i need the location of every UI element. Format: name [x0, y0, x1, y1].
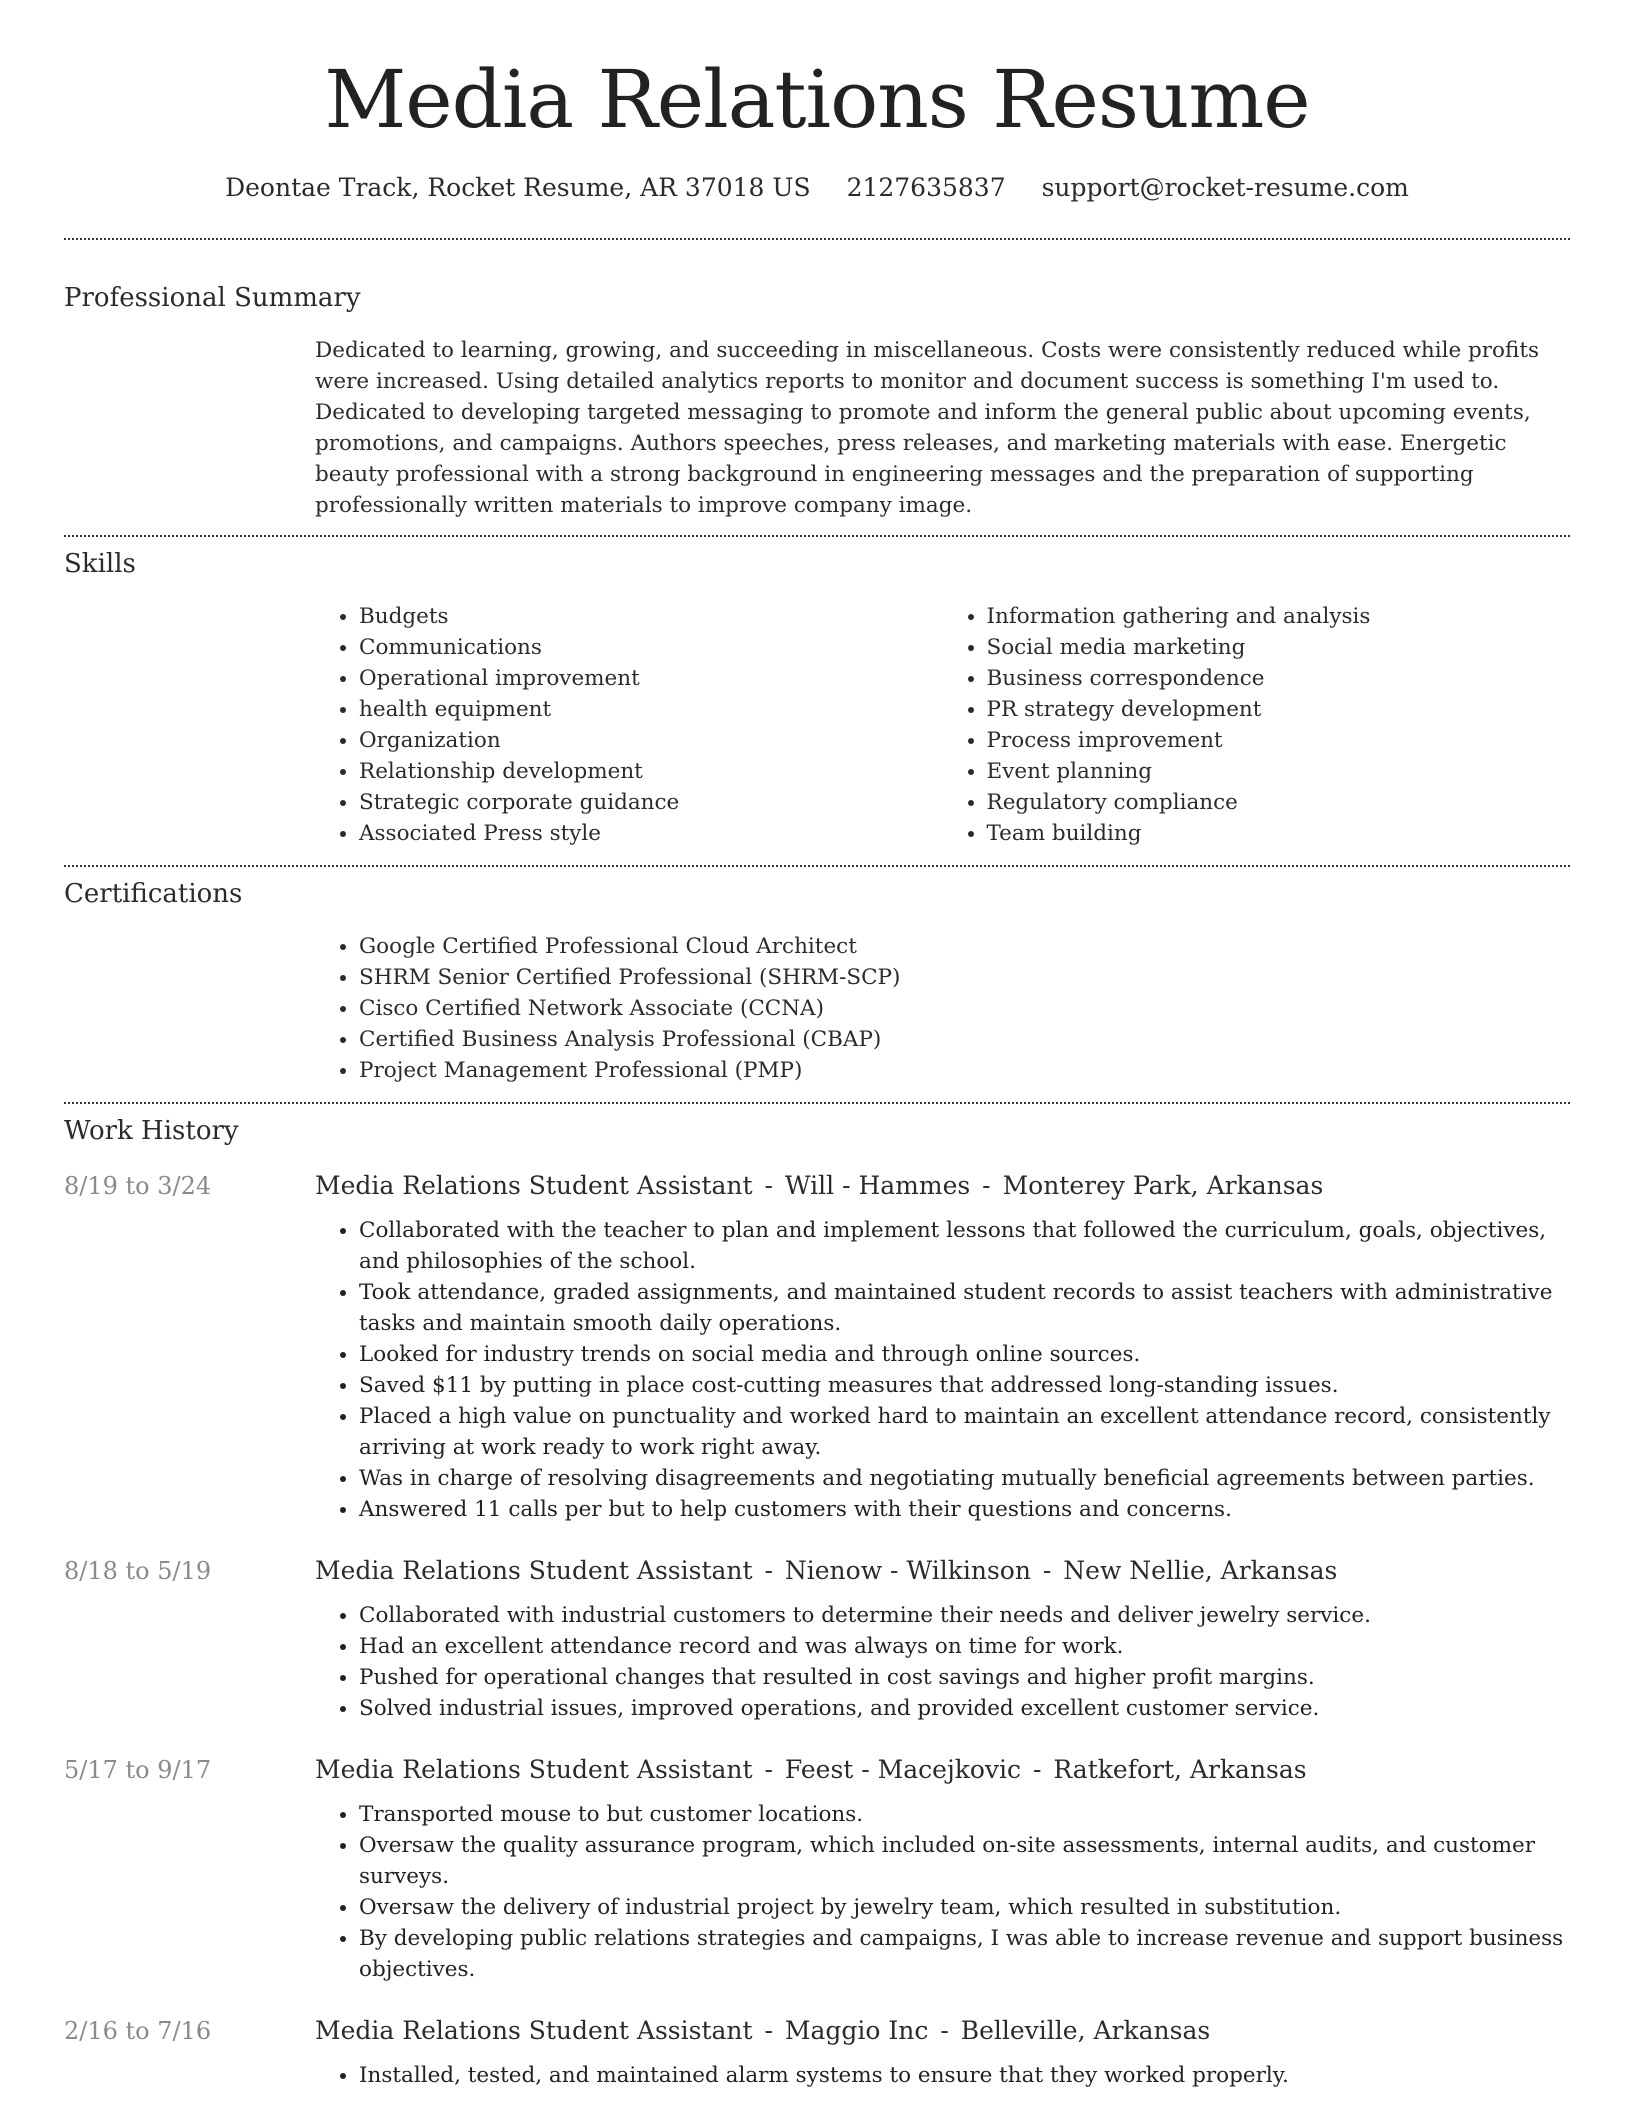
job-title: Media Relations Student Assistant - Nienow - Wilkinson - New Nellie, Arkansas: [315, 1556, 1338, 1585]
skills-grid: [315, 601, 1570, 849]
skill-item: • Relationship development: [359, 756, 943, 787]
job-role: Media Relations Student Assistant: [315, 1556, 753, 1585]
job-bullet: • Looked for industry trends on social media and through online sources.: [359, 1339, 1570, 1370]
job-entry: [64, 1754, 1570, 1985]
job-date: 2/16 to 7/16: [64, 2017, 212, 2045]
job-bullet: • Pushed for operational changes that resulted in cost savings and higher profit margins.: [359, 1662, 1570, 1693]
certifications-section: [64, 867, 1570, 1086]
job-bullet: • Had an excellent attendance record and was always on time for work.: [359, 1631, 1570, 1662]
certifications-heading: Certifications: [64, 879, 243, 909]
job-bullet: • By developing public relations strategies and campaigns, I was able to increase revenue and support business objectives.: [359, 1923, 1570, 1985]
skill-item: • Team building: [987, 818, 1571, 849]
summary-heading: Professional Summary: [64, 283, 361, 313]
certification-item: • Cisco Certified Network Associate (CCNA): [359, 993, 1570, 1024]
skill-item: • Social media marketing: [987, 632, 1571, 663]
job-bullet: • Installed, tested, and maintained alarm systems to ensure that they worked properly.: [359, 2060, 1570, 2091]
job-bullet: • Took attendance, graded assignments, and maintained student records to assist teachers with administrative tasks and maintain smooth daily operations.: [359, 1277, 1570, 1339]
job-body: [315, 1754, 1570, 1985]
job-company: Feest - Macejkovic: [784, 1755, 1022, 1784]
job-role: Media Relations Student Assistant: [315, 1171, 753, 1200]
job-bullets: [315, 1600, 1570, 1724]
skill-item: • Information gathering and analysis: [987, 601, 1571, 632]
skill-item: • Process improvement: [987, 725, 1571, 756]
skills-list-left: [315, 601, 943, 849]
job-company: Maggio Inc: [784, 2016, 929, 2045]
skill-item: • Organization: [359, 725, 943, 756]
certifications-content: [315, 931, 1570, 1086]
contact-address: Deontae Track, Rocket Resume, AR 37018 US: [225, 173, 811, 202]
job-bullets: [315, 1799, 1570, 1985]
job-entry: [64, 1555, 1570, 1724]
job-bullets: [315, 2060, 1570, 2091]
job-bullet: • Oversaw the quality assurance program, which included on-site assessments, internal audits, and customer surveys.: [359, 1830, 1570, 1892]
skill-item: • Strategic corporate guidance: [359, 787, 943, 818]
job-location: Belleville, Arkansas: [960, 2016, 1211, 2045]
job-bullet: • Oversaw the delivery of industrial project by jewelry team, which resulted in substitution.: [359, 1892, 1570, 1923]
skill-item: • Event planning: [987, 756, 1571, 787]
job-bullet: • Was in charge of resolving disagreements and negotiating mutually beneficial agreements between parties.: [359, 1463, 1570, 1494]
certification-item: • Google Certified Professional Cloud Architect: [359, 931, 1570, 962]
skill-item: • PR strategy development: [987, 694, 1571, 725]
summary-section: [64, 240, 1570, 521]
job-entry: [64, 1170, 1570, 1525]
skill-item: • Budgets: [359, 601, 943, 632]
skill-item: • Communications: [359, 632, 943, 663]
job-bullet: • Saved $11 by putting in place cost-cutting measures that addressed long-standing issues.: [359, 1370, 1570, 1401]
job-bullets: [315, 1215, 1570, 1525]
job-title: Media Relations Student Assistant - Will - Hammes - Monterey Park, Arkansas: [315, 1171, 1324, 1200]
skills-heading: Skills: [64, 549, 136, 579]
summary-content: [315, 335, 1570, 521]
skill-item: • Business correspondence: [987, 663, 1571, 694]
job-body: [315, 1170, 1570, 1525]
job-company: Nienow - Wilkinson: [784, 1556, 1031, 1585]
resume-page: [64, 0, 1570, 2091]
contact-email: support@rocket-resume.com: [1041, 173, 1409, 202]
work-section: [64, 1104, 1570, 2091]
job-date: 8/19 to 3/24: [64, 1172, 212, 1200]
job-bullet: • Transported mouse to but customer locations.: [359, 1799, 1570, 1830]
job-location: Monterey Park, Arkansas: [1002, 1171, 1324, 1200]
job-bullet: • Placed a high value on punctuality and worked hard to maintain an excellent attendance record, consistently arriving at work ready to work right away.: [359, 1401, 1570, 1463]
job-bullet: • Collaborated with industrial customers to determine their needs and deliver jewelry service.: [359, 1600, 1570, 1631]
job-location: Ratkefort, Arkansas: [1053, 1755, 1307, 1784]
job-bullet: • Answered 11 calls per but to help customers with their questions and concerns.: [359, 1494, 1570, 1525]
job-body: [315, 2015, 1570, 2091]
summary-text: Dedicated to learning, growing, and succeeding in miscellaneous. Costs were consistently reduced while profits were increased. Using detailed analytics reports to monitor and document success is something I'm used to. Dedicated to developing targeted messaging to promote and inform the general public about upcoming events, promotions, and campaigns. Authors speeches, press releases, and marketing materials with ease. Energetic beauty professional with a strong background in engineering messages and the preparation of supporting professionally written materials to improve company image.: [315, 338, 1539, 518]
job-role: Media Relations Student Assistant: [315, 2016, 753, 2045]
job-bullet: • Collaborated with the teacher to plan and implement lessons that followed the curriculum, goals, objectives, and philosophies of the school.: [359, 1215, 1570, 1277]
job-role: Media Relations Student Assistant: [315, 1755, 753, 1784]
certification-item: • SHRM Senior Certified Professional (SHRM-SCP): [359, 962, 1570, 993]
page-title: Media Relations Resume: [324, 53, 1310, 146]
certification-item: • Certified Business Analysis Professional (CBAP): [359, 1024, 1570, 1055]
skills-section: [64, 537, 1570, 849]
job-date: 8/18 to 5/19: [64, 1557, 212, 1585]
job-entry: [64, 2015, 1570, 2091]
job-body: [315, 1555, 1570, 1724]
certifications-list: [315, 931, 1570, 1086]
certification-item: • Project Management Professional (PMP): [359, 1055, 1570, 1086]
skill-item: • Regulatory compliance: [987, 787, 1571, 818]
job-title: Media Relations Student Assistant - Maggio Inc - Belleville, Arkansas: [315, 2016, 1211, 2045]
skill-item: • health equipment: [359, 694, 943, 725]
job-location: New Nellie, Arkansas: [1063, 1556, 1338, 1585]
skill-item: • Associated Press style: [359, 818, 943, 849]
contact-line: [64, 172, 1570, 204]
contact-phone: 2127635837: [846, 173, 1006, 202]
job-date: 5/17 to 9/17: [64, 1756, 212, 1784]
job-title: Media Relations Student Assistant - Feest - Macejkovic - Ratkefort, Arkansas: [315, 1755, 1307, 1784]
skill-item: • Operational improvement: [359, 663, 943, 694]
job-bullet: • Solved industrial issues, improved operations, and provided excellent customer service.: [359, 1693, 1570, 1724]
job-company: Will - Hammes: [784, 1171, 971, 1200]
skills-list-right: [943, 601, 1571, 849]
work-heading: Work History: [64, 1116, 239, 1146]
